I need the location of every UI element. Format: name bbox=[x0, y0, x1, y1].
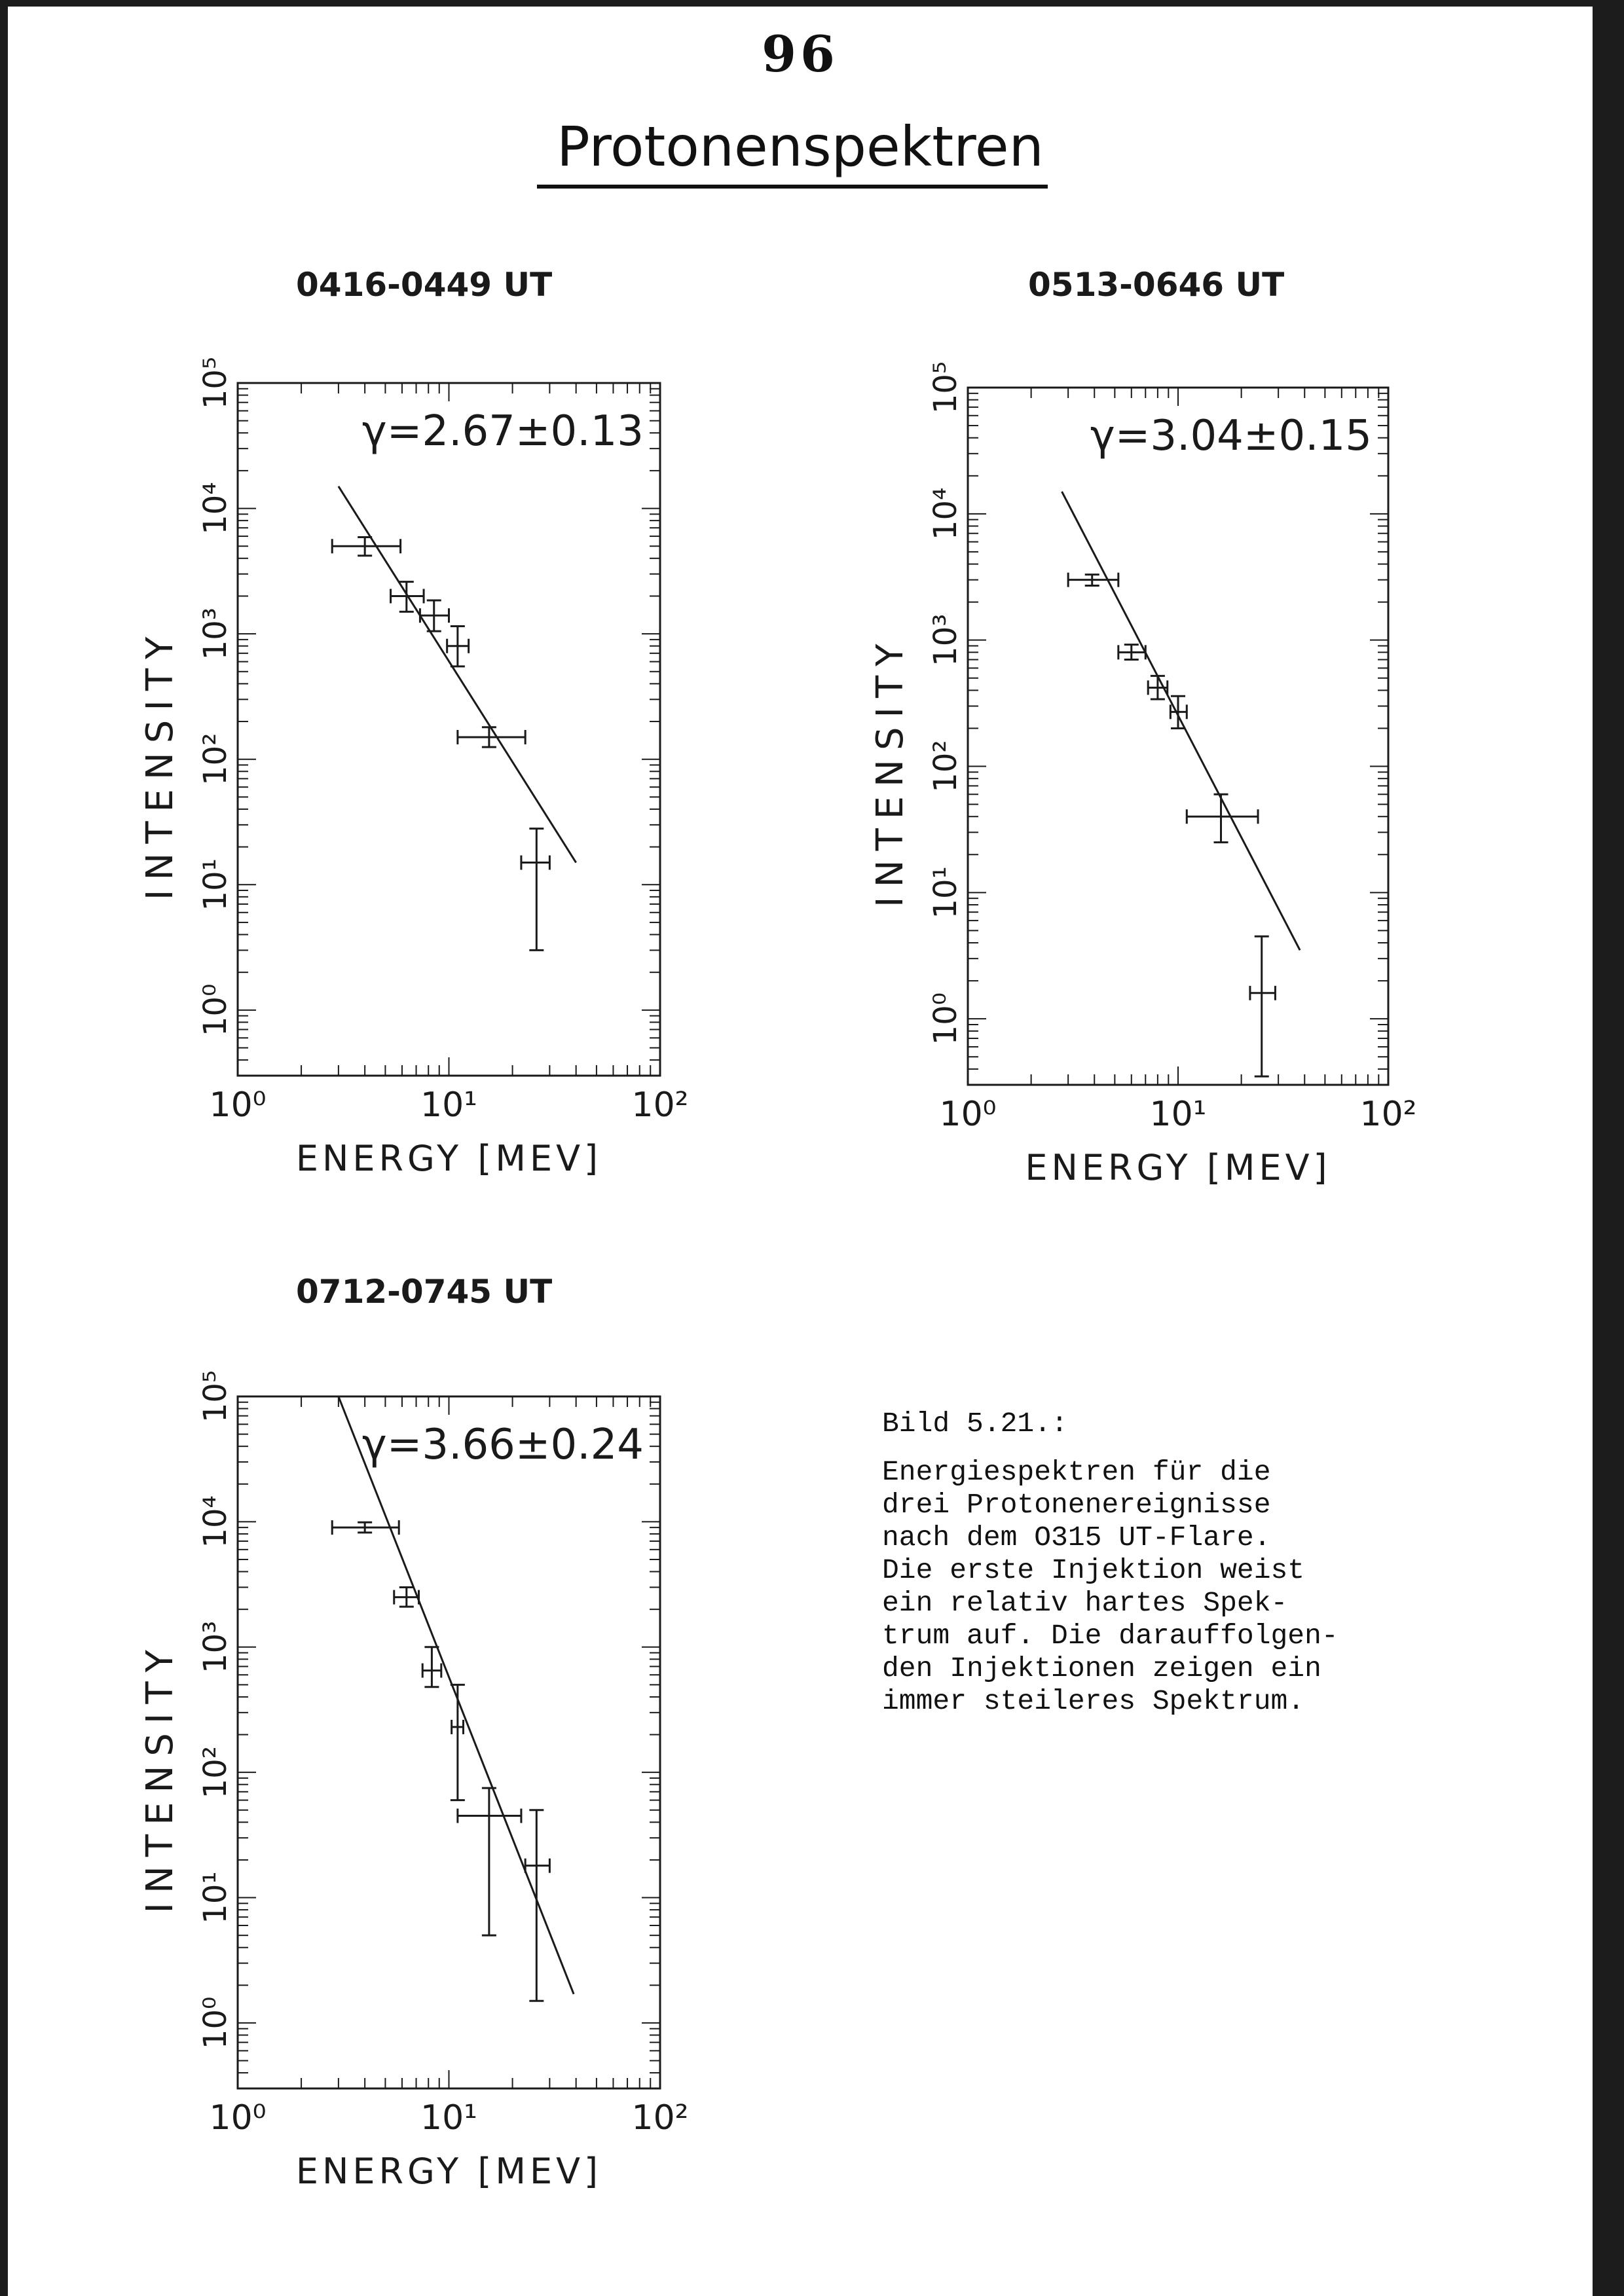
gamma-annotation: γ=3.66±0.24 bbox=[361, 1421, 644, 1469]
chart-3 bbox=[139, 1273, 689, 2192]
y-tick-label: 10² bbox=[927, 740, 964, 793]
y-tick-label: 10⁰ bbox=[197, 983, 234, 1036]
fit-line bbox=[339, 1396, 574, 1994]
y-tick-label: 10² bbox=[197, 1745, 234, 1799]
x-tick-label: 10¹ bbox=[420, 2098, 478, 2138]
x-tick-label: 10¹ bbox=[1149, 1095, 1207, 1134]
data-point bbox=[391, 582, 424, 612]
data-point bbox=[1250, 936, 1276, 1076]
fit-line bbox=[1062, 492, 1301, 950]
y-tick-label: 10⁴ bbox=[197, 1495, 234, 1548]
chart-title: 0712-0745 UT bbox=[296, 1273, 553, 1311]
axis-ticks bbox=[968, 388, 1388, 1085]
y-tick-label: 10³ bbox=[927, 613, 964, 666]
y-tick-label: 10¹ bbox=[197, 858, 234, 911]
y-tick-label: 10⁴ bbox=[927, 487, 964, 540]
plot-frame bbox=[238, 383, 660, 1076]
y-tick-label: 10² bbox=[197, 733, 234, 786]
axis-ticks bbox=[238, 1396, 660, 2088]
x-tick-label: 10¹ bbox=[420, 1085, 478, 1125]
chart-2 bbox=[869, 266, 1417, 1188]
caption-label: Bild 5.21.: bbox=[882, 1408, 1068, 1440]
y-tick-label: 10⁵ bbox=[927, 361, 964, 414]
x-axis-label: ENERGY [MEV] bbox=[295, 2151, 602, 2192]
y-axis-label: INTENSITY bbox=[139, 1641, 181, 1914]
x-tick-label: 10² bbox=[1359, 1095, 1417, 1134]
y-axis-label: INTENSITY bbox=[139, 627, 181, 901]
y-tick-label: 10⁵ bbox=[197, 1370, 234, 1423]
y-tick-label: 10¹ bbox=[927, 866, 964, 919]
y-axis-label: INTENSITY bbox=[869, 634, 912, 907]
page-number: 96 bbox=[762, 25, 839, 83]
x-tick-label: 10² bbox=[631, 2098, 689, 2138]
x-axis-label: ENERGY [MEV] bbox=[1025, 1147, 1331, 1188]
y-tick-label: 10¹ bbox=[197, 1871, 234, 1924]
x-tick-label: 10⁰ bbox=[209, 2098, 267, 2138]
chart-title: 0416-0449 UT bbox=[296, 266, 553, 304]
x-axis-label: ENERGY [MEV] bbox=[295, 1138, 602, 1179]
x-tick-label: 10⁰ bbox=[209, 1085, 267, 1125]
chart-1 bbox=[139, 266, 689, 1179]
gamma-annotation: γ=3.04±0.15 bbox=[1090, 412, 1372, 460]
x-tick-label: 10⁰ bbox=[939, 1095, 997, 1134]
plot-frame bbox=[968, 388, 1388, 1085]
y-tick-label: 10³ bbox=[197, 607, 234, 661]
data-point bbox=[525, 1810, 549, 2001]
y-tick-label: 10⁰ bbox=[197, 1996, 234, 2050]
x-tick-label: 10² bbox=[631, 1085, 689, 1125]
y-tick-label: 10⁵ bbox=[197, 356, 234, 410]
axis-ticks bbox=[238, 383, 660, 1076]
fit-line bbox=[339, 486, 576, 863]
data-point bbox=[420, 600, 449, 631]
caption-text: Energiespektren für die drei Protonenereignisse nach dem O315 UT-Flare. Die erste Injektion weist ein relativ hartes Spek- trum auf. Die darauffolgen- den Injektionen zeigen ein immer steileres Spektrum. bbox=[882, 1456, 1338, 1717]
data-point bbox=[1148, 676, 1168, 699]
data-point bbox=[447, 627, 469, 666]
y-tick-label: 10⁴ bbox=[197, 482, 234, 535]
data-point bbox=[521, 829, 549, 951]
data-point bbox=[451, 1685, 465, 1800]
chart-title: 0513-0646 UT bbox=[1028, 266, 1285, 304]
gamma-annotation: γ=2.67±0.13 bbox=[361, 407, 644, 456]
y-tick-label: 10⁰ bbox=[927, 993, 964, 1046]
y-tick-label: 10³ bbox=[197, 1620, 234, 1673]
data-point bbox=[1170, 696, 1187, 728]
data-point bbox=[332, 537, 400, 555]
plot-frame bbox=[238, 1396, 660, 2088]
data-point bbox=[458, 1788, 521, 1935]
page-title: Protonenspektren bbox=[557, 115, 1044, 179]
